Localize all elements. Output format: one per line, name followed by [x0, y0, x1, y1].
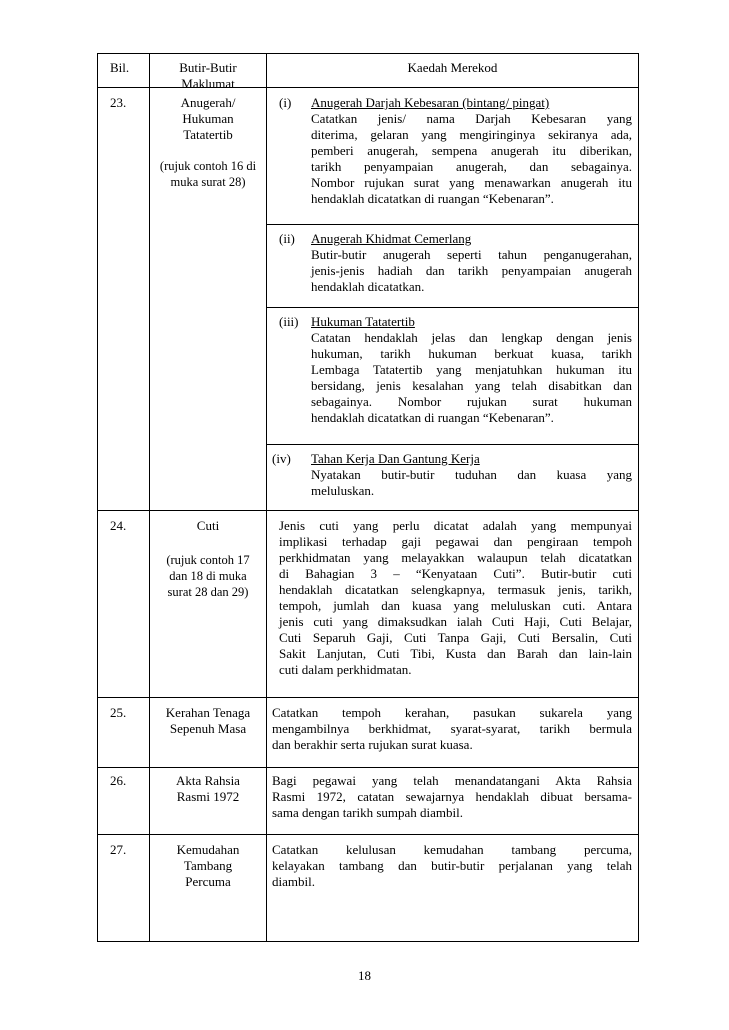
row-description: Bagi pegawai yang telah menandatangani Akta Rahsia Rasmi 1972, catatan sewajarnya hendaklah dibuat bersama- sama dengan tarikh sumpah diambil.: [272, 773, 632, 820]
header-kaedah: Kaedah Merekod: [407, 60, 498, 75]
row-description: Catatkan kelulusan kemudahan tambang percuma, kelayakan tambang dan butir-butir perjalanan yang telah diambil.: [272, 842, 632, 889]
table-border-top: [97, 53, 639, 54]
sub-item-text: Catatkan jenis/ nama Darjah Kebesaran yang diterima, gelaran yang mengiringinya sekiranya ada, pemberi anugerah, sempena anugerah itu diberikan, tarikh penyampaian anugerah, dan sebagainya. Nombor rujukan surat yang menawarkan anugerah itu hendaklah dicatatkan di ruangan “Kebenaran”.: [311, 111, 632, 206]
subrow-divider: [266, 224, 639, 225]
sub-item-title: Anugerah Darjah Kebesaran (bintang/ pingat): [311, 95, 550, 110]
sub-item-title: Anugerah Khidmat Cemerlang: [311, 231, 472, 246]
row-reference: (rujuk contoh 17 dan 18 di muka surat 28 dan 29): [166, 553, 250, 599]
table-border-bottom: [97, 941, 639, 942]
sub-item-title: Hukuman Tatatertib: [311, 314, 415, 329]
sub-item-number: (iv): [272, 451, 291, 466]
row-item-name: Cuti: [196, 518, 220, 533]
sub-item-text: Nyatakan butir-butir tuduhan dan kuasa yang meluluskan.: [311, 467, 632, 498]
column-divider: [266, 53, 267, 942]
row-description: Catatkan tempoh kerahan, pasukan sukarela yang mengambilnya berkhidmat, syarat-syarat, tarikh bermula dan berakhir serta rujukan surat kuasa.: [272, 705, 632, 752]
row-item-name: Akta Rahsia Rasmi 1972: [176, 773, 240, 804]
row-item-name: Kerahan Tenaga Sepenuh Masa: [165, 705, 251, 736]
row-item-name: Kemudahan Tambang Percuma: [176, 842, 240, 889]
row-divider: [97, 834, 639, 835]
row-number: 25.: [110, 705, 127, 720]
header-butir: Butir-Butir Maklumat: [179, 60, 237, 91]
row-description: Jenis cuti yang perlu dicatat adalah yang mempunyai implikasi terhadap gaji pegawai dan pengiraan tempoh perkhidmatan yang melayakkan walaupun telah dicatatkan di Bahagian 3 – “Kenyataan Cuti”. Butir-butir cuti hendaklah dicatatkan selengkapnya, termasuk jenis, tarikh, tempoh, jumlah dan kuasa yang meluluskan cuti. Antara jenis cuti yang dimaksudkan ialah Cuti Haji, Cuti Belajar, Cuti Separuh Gaji, Cuti Tanpa Gaji, Cuti Bersalin, Cuti Sakit Lanjutan, Cuti Tibi, Kusta dan Barah dan lain-lain cuti dalam perkhidmatan.: [279, 518, 632, 677]
sub-item-number: (ii): [279, 231, 295, 246]
subrow-divider: [266, 444, 639, 445]
sub-item-number: (iii): [279, 314, 299, 329]
row-number: 26.: [110, 773, 127, 788]
row-reference: (rujuk contoh 16 di muka surat 28): [159, 159, 257, 189]
subrow-divider: [266, 307, 639, 308]
row-divider: [97, 510, 639, 511]
row-number: 27.: [110, 842, 127, 857]
page-number: 18: [358, 968, 371, 983]
sub-item-number: (i): [279, 95, 292, 110]
row-divider: [97, 697, 639, 698]
table-border-left: [97, 53, 98, 942]
sub-item-text: Butir-butir anugerah seperti tahun penganugerahan, jenis-jenis hadiah dan tarikh penyampaian anugerah hendaklah dicatatkan.: [311, 247, 632, 294]
header-bil: Bil.: [110, 60, 130, 75]
table-border-right: [638, 53, 639, 942]
sub-item-title: Tahan Kerja Dan Gantung Kerja: [311, 451, 480, 466]
row-number: 24.: [110, 518, 127, 533]
row-number: 23.: [110, 95, 127, 110]
row-divider: [97, 767, 639, 768]
row-item-name: Anugerah/ Hukuman Tatatertib: [180, 95, 236, 142]
sub-item-text: Catatan hendaklah jelas dan lengkap dengan jenis hukuman, tarikh hukuman berkuat kuasa, tarikh Lembaga Tatatertib yang menjatuhkan hukuman itu bersidang, jenis kesalahan yang telah disabitkan dan sebagainya. Nombor rujukan surat hukuman hendaklah dicatatkan di ruangan “Kebenaran”.: [311, 330, 632, 425]
